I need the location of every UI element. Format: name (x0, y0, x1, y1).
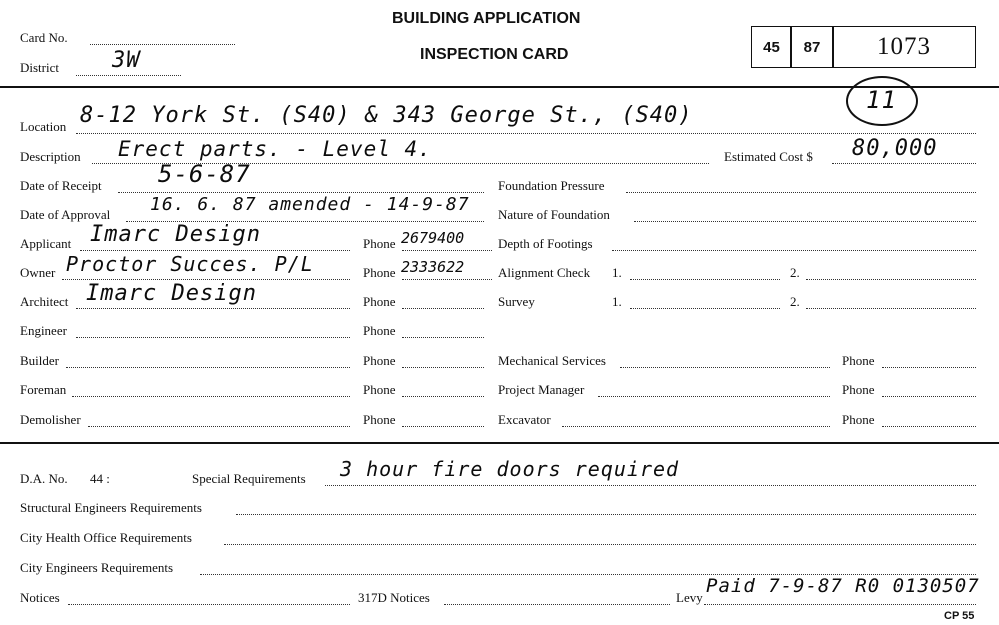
engineer-label: Engineer (20, 323, 67, 338)
notices-317d-line (444, 604, 670, 605)
header-rule (0, 86, 999, 88)
survey-1-line (630, 308, 780, 309)
foreman-label: Foreman (20, 382, 67, 397)
mechanical-services-phone-label: Phone (842, 353, 875, 368)
date-of-receipt-line (118, 192, 484, 193)
card-title-line2: INSPECTION CARD (420, 46, 569, 63)
card-number-box-2: 87 (790, 26, 834, 68)
card-number-box-3: 1073 (832, 26, 976, 68)
project-manager-label: Project Manager (498, 382, 585, 397)
demolisher-line (88, 426, 350, 427)
excavator-phone-label: Phone (842, 412, 875, 427)
demolisher-label: Demolisher (20, 412, 81, 427)
demolisher-phone-label: Phone (363, 412, 396, 427)
foundation-pressure-line (626, 192, 976, 193)
description-value: Erect parts. - Level 4. (118, 137, 432, 161)
da-no-value: 44 : (90, 471, 110, 486)
architect-value: Imarc Design (86, 281, 257, 306)
alignment-check-label: Alignment Check (498, 265, 591, 280)
location-label: Location (20, 119, 67, 134)
estimated-cost-value: 80,000 (852, 136, 938, 161)
card-title-line1: BUILDING APPLICATION (392, 10, 581, 27)
builder-phone-line (402, 367, 484, 368)
levy-line (704, 604, 976, 605)
owner-value: Proctor Succes. P/L (66, 252, 314, 276)
estimated-cost-label: Estimated Cost $ (724, 149, 813, 164)
builder-phone-label: Phone (363, 353, 396, 368)
survey-1-label: 1. (612, 294, 622, 309)
applicant-phone-label: Phone (363, 236, 396, 251)
description-label: Description (20, 149, 81, 164)
applicant-label: Applicant (20, 236, 72, 251)
city-health-line (224, 544, 976, 545)
city-engineers-label: City Engineers Requirements (20, 560, 174, 575)
foreman-phone-line (402, 396, 484, 397)
architect-phone-line (402, 308, 484, 309)
notices-line (68, 604, 350, 605)
foreman-line (72, 396, 350, 397)
structural-engineers-line (236, 514, 976, 515)
engineer-phone-line (402, 337, 484, 338)
applicant-value: Imarc Design (90, 222, 261, 247)
circled-mark-value: 11 (866, 86, 897, 114)
owner-phone-value: 2333622 (401, 258, 465, 276)
owner-label: Owner (20, 265, 56, 280)
special-requirements-line (325, 485, 976, 486)
date-of-approval-value: 16. 6. 87 amended - 14-9-87 (150, 194, 470, 215)
mechanical-services-phone-line (882, 367, 976, 368)
survey-label: Survey (498, 294, 535, 309)
owner-phone-line (402, 279, 492, 280)
project-manager-line (598, 396, 830, 397)
card-no-line (90, 44, 235, 45)
levy-value: Paid 7-9-87 R0 0130507 (706, 575, 980, 597)
applicant-line (80, 250, 350, 251)
nature-of-foundation-label: Nature of Foundation (498, 207, 610, 222)
district-line (76, 75, 181, 76)
mechanical-services-label: Mechanical Services (498, 353, 606, 368)
notices-label: Notices (20, 590, 60, 605)
special-requirements-value: 3 hour fire doors required (340, 457, 680, 481)
alignment-check-1-line (630, 279, 780, 280)
excavator-line (562, 426, 830, 427)
architect-line (76, 308, 350, 309)
date-of-approval-label: Date of Approval (20, 207, 111, 222)
form-code: CP 55 (944, 610, 975, 622)
engineer-line (76, 337, 350, 338)
card-no-label: Card No. (20, 30, 68, 45)
alignment-check-2-label: 2. (790, 265, 800, 280)
depth-of-footings-line (612, 250, 976, 251)
special-requirements-label: Special Requirements (192, 471, 306, 486)
foreman-phone-label: Phone (363, 382, 396, 397)
city-health-label: City Health Office Requirements (20, 530, 192, 545)
demolisher-phone-line (402, 426, 484, 427)
architect-phone-label: Phone (363, 294, 396, 309)
architect-label: Architect (20, 294, 69, 309)
location-line (76, 133, 976, 134)
estimated-cost-line (832, 163, 976, 164)
date-of-receipt-value: 5-6-87 (158, 160, 251, 188)
alignment-check-2-line (806, 279, 976, 280)
nature-of-foundation-line (634, 221, 976, 222)
da-no-label: D.A. No. (20, 471, 68, 486)
district-value: 3W (112, 48, 141, 73)
mechanical-services-line (620, 367, 830, 368)
excavator-phone-line (882, 426, 976, 427)
notices-317d-label: 317D Notices (358, 590, 430, 605)
district-label: District (20, 60, 59, 75)
project-manager-phone-label: Phone (842, 382, 875, 397)
applicant-phone-line (402, 250, 492, 251)
owner-line (62, 279, 350, 280)
owner-phone-label: Phone (363, 265, 396, 280)
excavator-label: Excavator (498, 412, 551, 427)
section-rule (0, 442, 999, 444)
foundation-pressure-label: Foundation Pressure (498, 178, 605, 193)
location-value: 8-12 York St. (S40) & 343 George St., (S40) (80, 103, 693, 128)
engineer-phone-label: Phone (363, 323, 396, 338)
builder-label: Builder (20, 353, 59, 368)
survey-2-label: 2. (790, 294, 800, 309)
structural-engineers-label: Structural Engineers Requirements (20, 500, 202, 515)
alignment-check-1-label: 1. (612, 265, 622, 280)
applicant-phone-value: 2679400 (401, 229, 465, 247)
survey-2-line (806, 308, 976, 309)
date-of-receipt-label: Date of Receipt (20, 178, 102, 193)
card-number-box-1: 45 (751, 26, 792, 68)
project-manager-phone-line (882, 396, 976, 397)
levy-label: Levy (676, 590, 703, 605)
depth-of-footings-label: Depth of Footings (498, 236, 593, 251)
circled-mark (846, 76, 918, 126)
builder-line (66, 367, 350, 368)
